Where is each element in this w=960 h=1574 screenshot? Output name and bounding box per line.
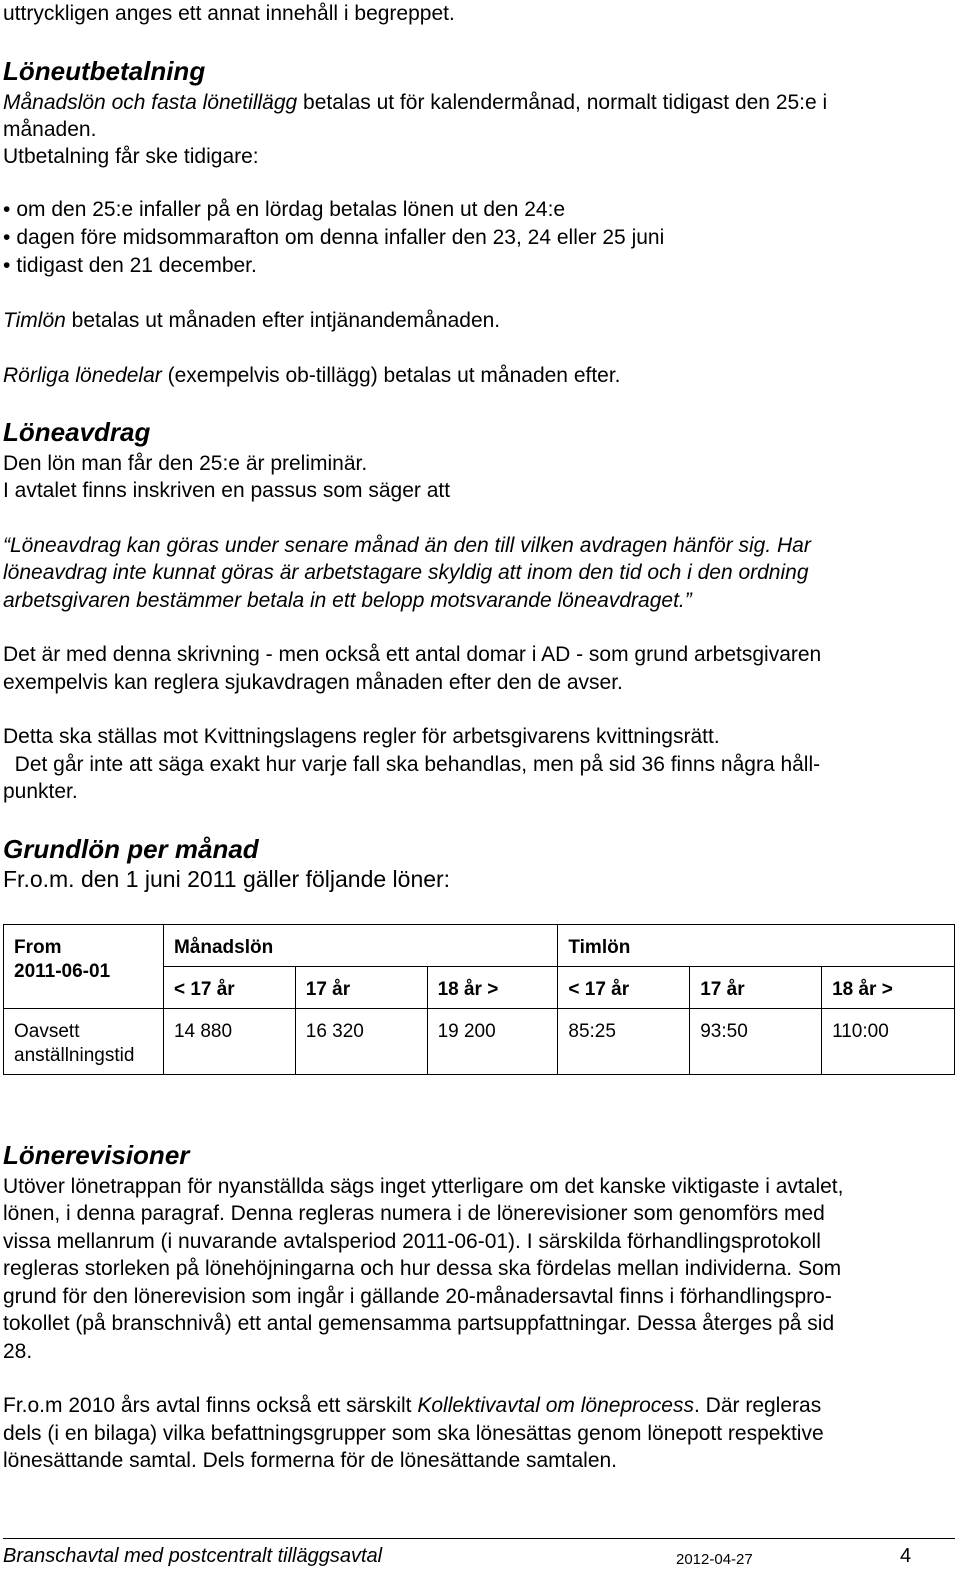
heading-lonerevisioner: Lönerevisioner — [3, 1140, 190, 1170]
from-label: From — [14, 937, 62, 958]
text-part: . Där regleras — [693, 1394, 822, 1417]
table-cell-value: 85:25 — [558, 1009, 690, 1075]
group-header-manadslon: Månadslön — [163, 925, 557, 967]
heading-loneutbetalning: Löneutbetalning — [3, 56, 206, 86]
page-number: 4 — [900, 1545, 912, 1567]
table-row — [4, 925, 955, 967]
heading-grundlon: Grundlön per månad — [3, 834, 259, 864]
footer-divider — [3, 1538, 955, 1539]
paragraph-line: 28. — [3, 1340, 33, 1363]
table-cell-value: 14 880 — [163, 1009, 295, 1075]
paragraph-passus: I avtalet finns inskriven en passus som säger att — [3, 479, 451, 502]
footer-title: Branschavtal med postcentralt tilläggsavtal — [3, 1545, 383, 1567]
table-cell-from — [4, 925, 164, 1009]
list-item: • dagen före midsommarafton om denna infaller den 23, 24 eller 25 juni — [3, 224, 664, 252]
quote-line: löneavdrag inte kunnat göras är arbetstagare skyldig att inom den tid och i den ordning — [3, 561, 809, 584]
table-cell-value: 19 200 — [427, 1009, 558, 1075]
paragraph-line: Detta ska ställas mot Kvittningslagens regler för arbetsgivarens kvittningsrätt. — [3, 725, 720, 748]
from-date: 2011-06-01 — [14, 961, 111, 982]
term-kollektivavtal: Kollektivavtal om löneprocess — [417, 1394, 694, 1417]
quote-line: arbetsgivaren bestämmer betala in ett belopp motsvarande löneavdraget.” — [3, 589, 692, 612]
paragraph-line: Utöver lönetrappan för nyanställda sägs inget ytterligare om det kanske viktigaste i avtalet, — [3, 1175, 844, 1198]
paragraph-line: dels (i en bilaga) vilka befattningsgrupper som ska lönesättas genom lönepott respektive — [3, 1422, 824, 1445]
term-rorliga: Rörliga lönedelar — [3, 364, 162, 387]
table-cell-value: 16 320 — [295, 1009, 427, 1075]
term-manadslon: Månadslön och fasta lönetillägg — [3, 91, 298, 114]
paragraph-rorliga — [3, 362, 621, 390]
paragraph-manadslon — [3, 89, 827, 117]
footer-date: 2012-04-27 — [676, 1551, 753, 1568]
paragraph-line: punkter. — [3, 780, 78, 803]
paragraph-preliminar: Den lön man får den 25:e är preliminär. — [3, 452, 368, 475]
paragraph-line: regleras storleken på lönehöjningarna och hur dessa ska fördelas mellan individerna. Som — [3, 1257, 842, 1280]
paragraph-line: tokollet (på branschnivå) ett antal gemensamma partsuppfattningar. Dessa återges på sid — [3, 1312, 835, 1335]
intro-tail: uttryckligen anges ett annat innehåll i begreppet. — [3, 2, 455, 25]
paragraph-from-date: Fr.o.m. den 1 juni 2011 gäller följande löner: — [3, 866, 451, 892]
age-header: 17 år — [690, 967, 822, 1009]
table-cell-value: 93:50 — [690, 1009, 822, 1075]
paragraph-line: exempelvis kan reglera sjukavdragen månaden efter den de avser. — [3, 671, 623, 694]
paragraph-line: grund för den lönerevision som ingår i gällande 20-månadersavtal finns i förhandlingspro- — [3, 1285, 832, 1308]
age-header: 18 år > — [427, 967, 558, 1009]
table-row — [4, 1009, 955, 1075]
row-label — [4, 1009, 164, 1075]
paragraph-line: Det är med denna skrivning - men också ett antal domar i AD - som grund arbetsgivaren — [3, 643, 822, 666]
age-header: < 17 år — [163, 967, 295, 1009]
age-header: 17 år — [295, 967, 427, 1009]
text-manadslon-rest: betalas ut för kalendermånad, normalt tidigast den 25:e i — [297, 91, 828, 114]
paragraph-line: Det går inte att säga exakt hur varje fall ska behandlas, men på sid 36 finns några håll- — [3, 753, 821, 776]
quote-line: “Löneavdrag kan göras under senare månad än den till vilken avdragen hänför sig. Har — [3, 534, 811, 557]
text-part: Fr.o.m 2010 års avtal finns också ett särskilt — [3, 1394, 418, 1417]
age-header: < 17 år — [558, 967, 690, 1009]
term-timlon: Timlön — [3, 309, 66, 332]
paragraph-timlon — [3, 307, 500, 335]
table-cell-value: 110:00 — [822, 1009, 955, 1075]
paragraph-utbetalning: Utbetalning får ske tidigare: — [3, 145, 259, 168]
paragraph-manaden: månaden. — [3, 118, 97, 141]
list-item: • tidigast den 21 december. — [3, 252, 664, 280]
heading-loneavdrag: Löneavdrag — [3, 417, 151, 447]
row-label-line: Oavsett — [14, 1021, 80, 1042]
age-header: 18 år > — [822, 967, 955, 1009]
list-item: • om den 25:e infaller på en lördag betalas lönen ut den 24:e — [3, 196, 664, 224]
paragraph-line: vissa mellanrum (i nuvarande avtalsperiod 2011-06-01). I särskilda förhandlingsprotokoll — [3, 1230, 821, 1253]
group-header-timlon: Timlön — [558, 925, 955, 967]
paragraph-loneprocess — [3, 1392, 821, 1420]
salary-table — [3, 924, 955, 1075]
text-rorliga-rest: (exempelvis ob-tillägg) betalas ut månaden efter. — [161, 364, 621, 387]
bullet-list — [3, 196, 664, 280]
row-label-line: anställningstid — [14, 1045, 135, 1066]
paragraph-line: lönen, i denna paragraf. Denna regleras numera i de lönerevisioner som genomförs med — [3, 1202, 825, 1225]
paragraph-line: lönesättande samtal. Dels formerna för de lönesättande samtalen. — [3, 1449, 618, 1472]
text-timlon-rest: betalas ut månaden efter intjänandemånaden. — [65, 309, 501, 332]
